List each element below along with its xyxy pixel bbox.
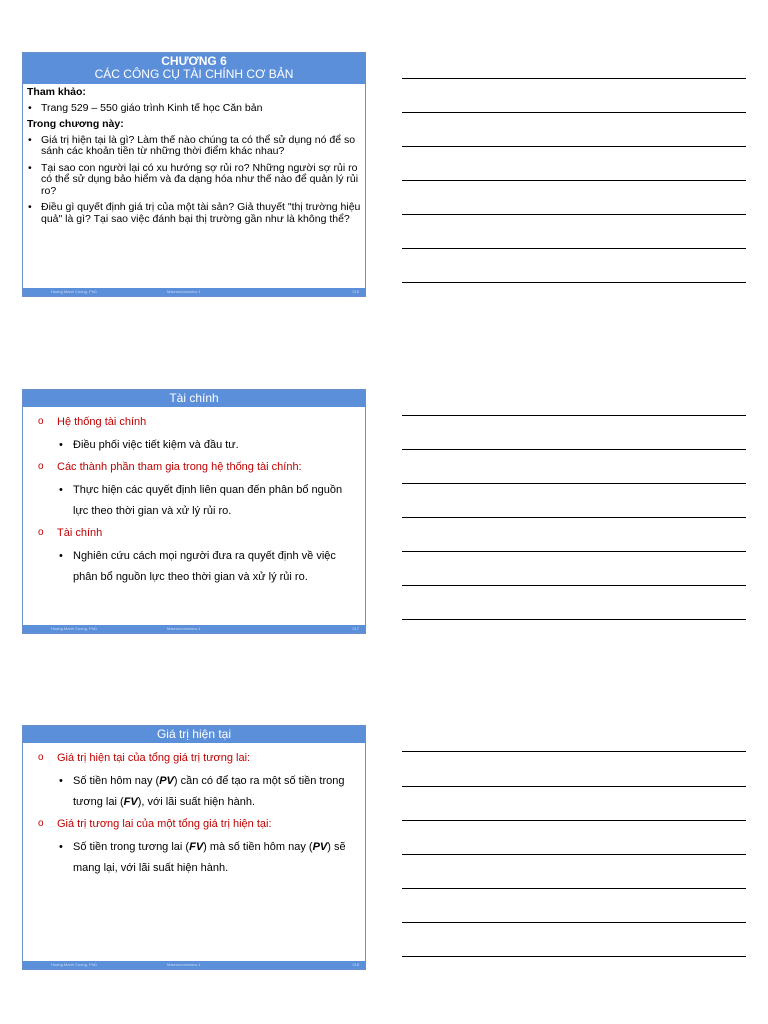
slide-body [23, 84, 365, 225]
list-item: • Điều gì quyết định giá trị của một tài sản? Giả thuyết "thị trường hiệu quả" là gì? Tại sao việc đánh bại thị trường gần như là không thể? [27, 202, 361, 225]
detail-item: • Điều phối việc tiết kiệm và đầu tư. [35, 435, 357, 456]
note-line [402, 888, 746, 889]
note-line [402, 282, 746, 283]
outline-item: o Tài chính [35, 526, 357, 540]
slide-body [23, 743, 365, 879]
note-line [402, 248, 746, 249]
pv-term: PV [159, 775, 174, 787]
note-line [402, 112, 746, 113]
note-line [402, 922, 746, 923]
detail-item: • Số tiền hôm nay (PV) cần có để tạo ra một số tiền trong tương lai (FV), với lãi suất hiện hành. [35, 771, 357, 813]
footer-author: Hoang Manh Cuong, PhD [51, 289, 97, 294]
note-line [402, 786, 746, 787]
footer-author: Hoang Manh Cuong, PhD [51, 962, 97, 967]
slide-header [23, 726, 365, 743]
slide-footer [23, 625, 365, 633]
slide-header [23, 390, 365, 407]
footer-page-number: 218 [352, 962, 359, 967]
note-line [402, 214, 746, 215]
section-heading-chapter: Trong chương này: [27, 118, 124, 130]
detail-item: • Thực hiện các quyết định liên quan đến phân bổ nguồn lực theo thời gian và xử lý rủi ro. [35, 480, 357, 522]
note-line [402, 78, 746, 79]
note-line [402, 751, 746, 752]
slide-216 [22, 52, 366, 297]
slide-body [23, 407, 365, 588]
slide-footer [23, 961, 365, 969]
fv-term: FV [189, 841, 204, 853]
outline-item: o Hệ thống tài chính [35, 415, 357, 429]
footer-page-number: 216 [352, 289, 359, 294]
detail-item: • Số tiền trong tương lai (FV) mà số tiền hôm nay (PV) sẽ mang lại, với lãi suất hiện hành. [35, 837, 357, 879]
note-line [402, 820, 746, 821]
note-line [402, 619, 746, 620]
slide-218 [22, 725, 366, 970]
note-line [402, 449, 746, 450]
note-line [402, 146, 746, 147]
note-line [402, 956, 746, 957]
slide-header [23, 53, 365, 84]
chapter-title: CÁC CÔNG CỤ TÀI CHÍNH CƠ BẢN [94, 67, 294, 81]
slide-217 [22, 389, 366, 634]
footer-course: Macroeconomics 1 [167, 962, 201, 967]
outline-item: o Giá trị tương lai của một tổng giá trị hiện tại: [35, 817, 357, 831]
footer-author: Hoang Manh Cuong, PhD [51, 626, 97, 631]
list-item: • Tại sao con người lại có xu hướng sợ rủi ro? Những người sợ rủi ro có thể sử dụng bảo hiểm và đa dạng hóa như thế nào để quản lý rủi ro? [27, 163, 361, 198]
note-line [402, 517, 746, 518]
pv-term: PV [312, 841, 328, 853]
note-line [402, 585, 746, 586]
reference-item: • Trang 529 – 550 giáo trình Kinh tế học Căn bản [27, 103, 361, 115]
chapter-label: CHƯƠNG 6 [161, 54, 227, 68]
note-line [402, 415, 746, 416]
note-line [402, 483, 746, 484]
slide-title: Giá trị hiện tại [156, 727, 232, 741]
slide-footer [23, 288, 365, 296]
note-line [402, 551, 746, 552]
section-heading-reference: Tham khảo: [27, 86, 86, 98]
footer-course: Macroeconomics 1 [167, 289, 201, 294]
note-line [402, 854, 746, 855]
outline-item: o Các thành phần tham gia trong hệ thống tài chính: [35, 460, 357, 474]
footer-course: Macroeconomics 1 [167, 626, 201, 631]
note-line [402, 180, 746, 181]
outline-item: o Giá trị hiện tại của tổng giá trị tương lai: [35, 751, 357, 765]
fv-term: FV [123, 796, 138, 808]
footer-page-number: 217 [352, 626, 359, 631]
list-item: • Giá trị hiện tại là gì? Làm thế nào chúng ta có thể sử dụng nó để so sánh các khoản tiền từ những thời điểm khác nhau? [27, 135, 361, 158]
slide-title: Tài chính [169, 391, 219, 405]
detail-item: • Nghiên cứu cách mọi người đưa ra quyết định về việc phân bổ nguồn lực theo thời gian và xử lý rủi ro. [35, 546, 357, 588]
